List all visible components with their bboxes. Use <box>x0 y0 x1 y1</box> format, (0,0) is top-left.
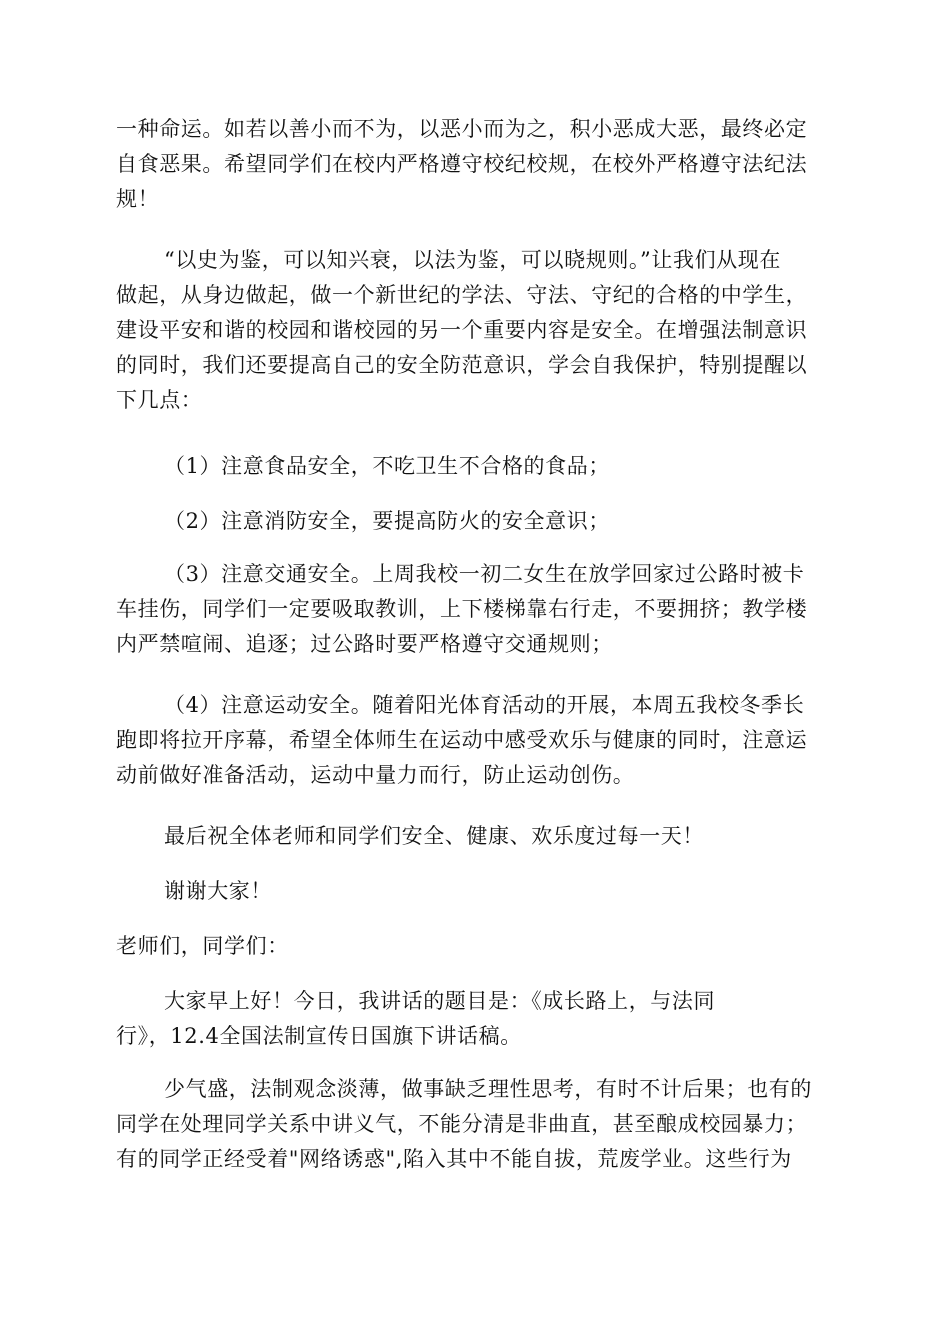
list-item: （2）注意消防安全，要提高防火的安全意识； <box>164 509 610 533</box>
salutation: 老师们，同学们： <box>116 934 289 958</box>
text-line: 同学在处理同学关系中讲义气，不能分清是非曲直，甚至酿成校园暴力； <box>116 1112 808 1136</box>
text-line: 行》，12.4全国法制宣传日国旗下讲话稿。 <box>116 1024 522 1048</box>
text-line: 最后祝全体老师和同学们安全、健康、欢乐度过每一天！ <box>164 824 704 848</box>
text-line: 车挂伤，同学们一定要吸取教训，上下楼梯靠右行走，不要拥挤；教学楼 <box>116 597 808 621</box>
text-line: 一种命运。如若以善小而不为，以恶小而为之，积小恶成大恶，最终必定 <box>116 117 808 141</box>
text-line: 跑即将拉开序幕，希望全体师生在运动中感受欢乐与健康的同时，注意运 <box>116 728 808 752</box>
text-line: 大家早上好！今日，我讲话的题目是：《成长路上，与法同 <box>164 989 716 1013</box>
text-line: 内严禁喧闹、追逐；过公路时要严格遵守交通规则； <box>116 632 613 656</box>
text-line: 的同时，我们还要提高自己的安全防范意识，学会自我保护，特别提醒以 <box>116 353 808 377</box>
text-line: “以史为鉴，可以知兴衰，以法为鉴，可以晓规则。”让我们从现在 <box>164 248 781 272</box>
text-line: 少气盛，法制观念淡薄，做事缺乏理性思考，有时不计后果；也有的 <box>164 1077 812 1101</box>
text-line: 规！ <box>116 187 160 211</box>
text-line: 有的同学正经受着"网络诱惑",陷入其中不能自拔，荒废学业。这些行为 <box>116 1147 792 1171</box>
list-item: （3）注意交通安全。上周我校一初二女生在放学回家过公路时被卡 <box>164 562 805 586</box>
list-item: （4）注意运动安全。随着阳光体育活动的开展，本周五我校冬季长 <box>164 693 805 717</box>
text-line: 做起，从身边做起，做一个新世纪的学法、守法、守纪的合格的中学生， <box>116 283 808 307</box>
text-line: 谢谢大家！ <box>164 879 272 903</box>
list-item: （1）注意食品安全，不吃卫生不合格的食品； <box>164 454 610 478</box>
text-line: 建设平安和谐的校园和谐校园的另一个重要内容是安全。在增强法制意识 <box>116 318 808 342</box>
text-line: 下几点： <box>116 388 203 412</box>
text-line: 自食恶果。希望同学们在校内严格遵守校纪校规，在校外严格遵守法纪法 <box>116 152 808 176</box>
text-line: 动前做好准备活动，运动中量力而行，防止运动创伤。 <box>116 763 635 787</box>
